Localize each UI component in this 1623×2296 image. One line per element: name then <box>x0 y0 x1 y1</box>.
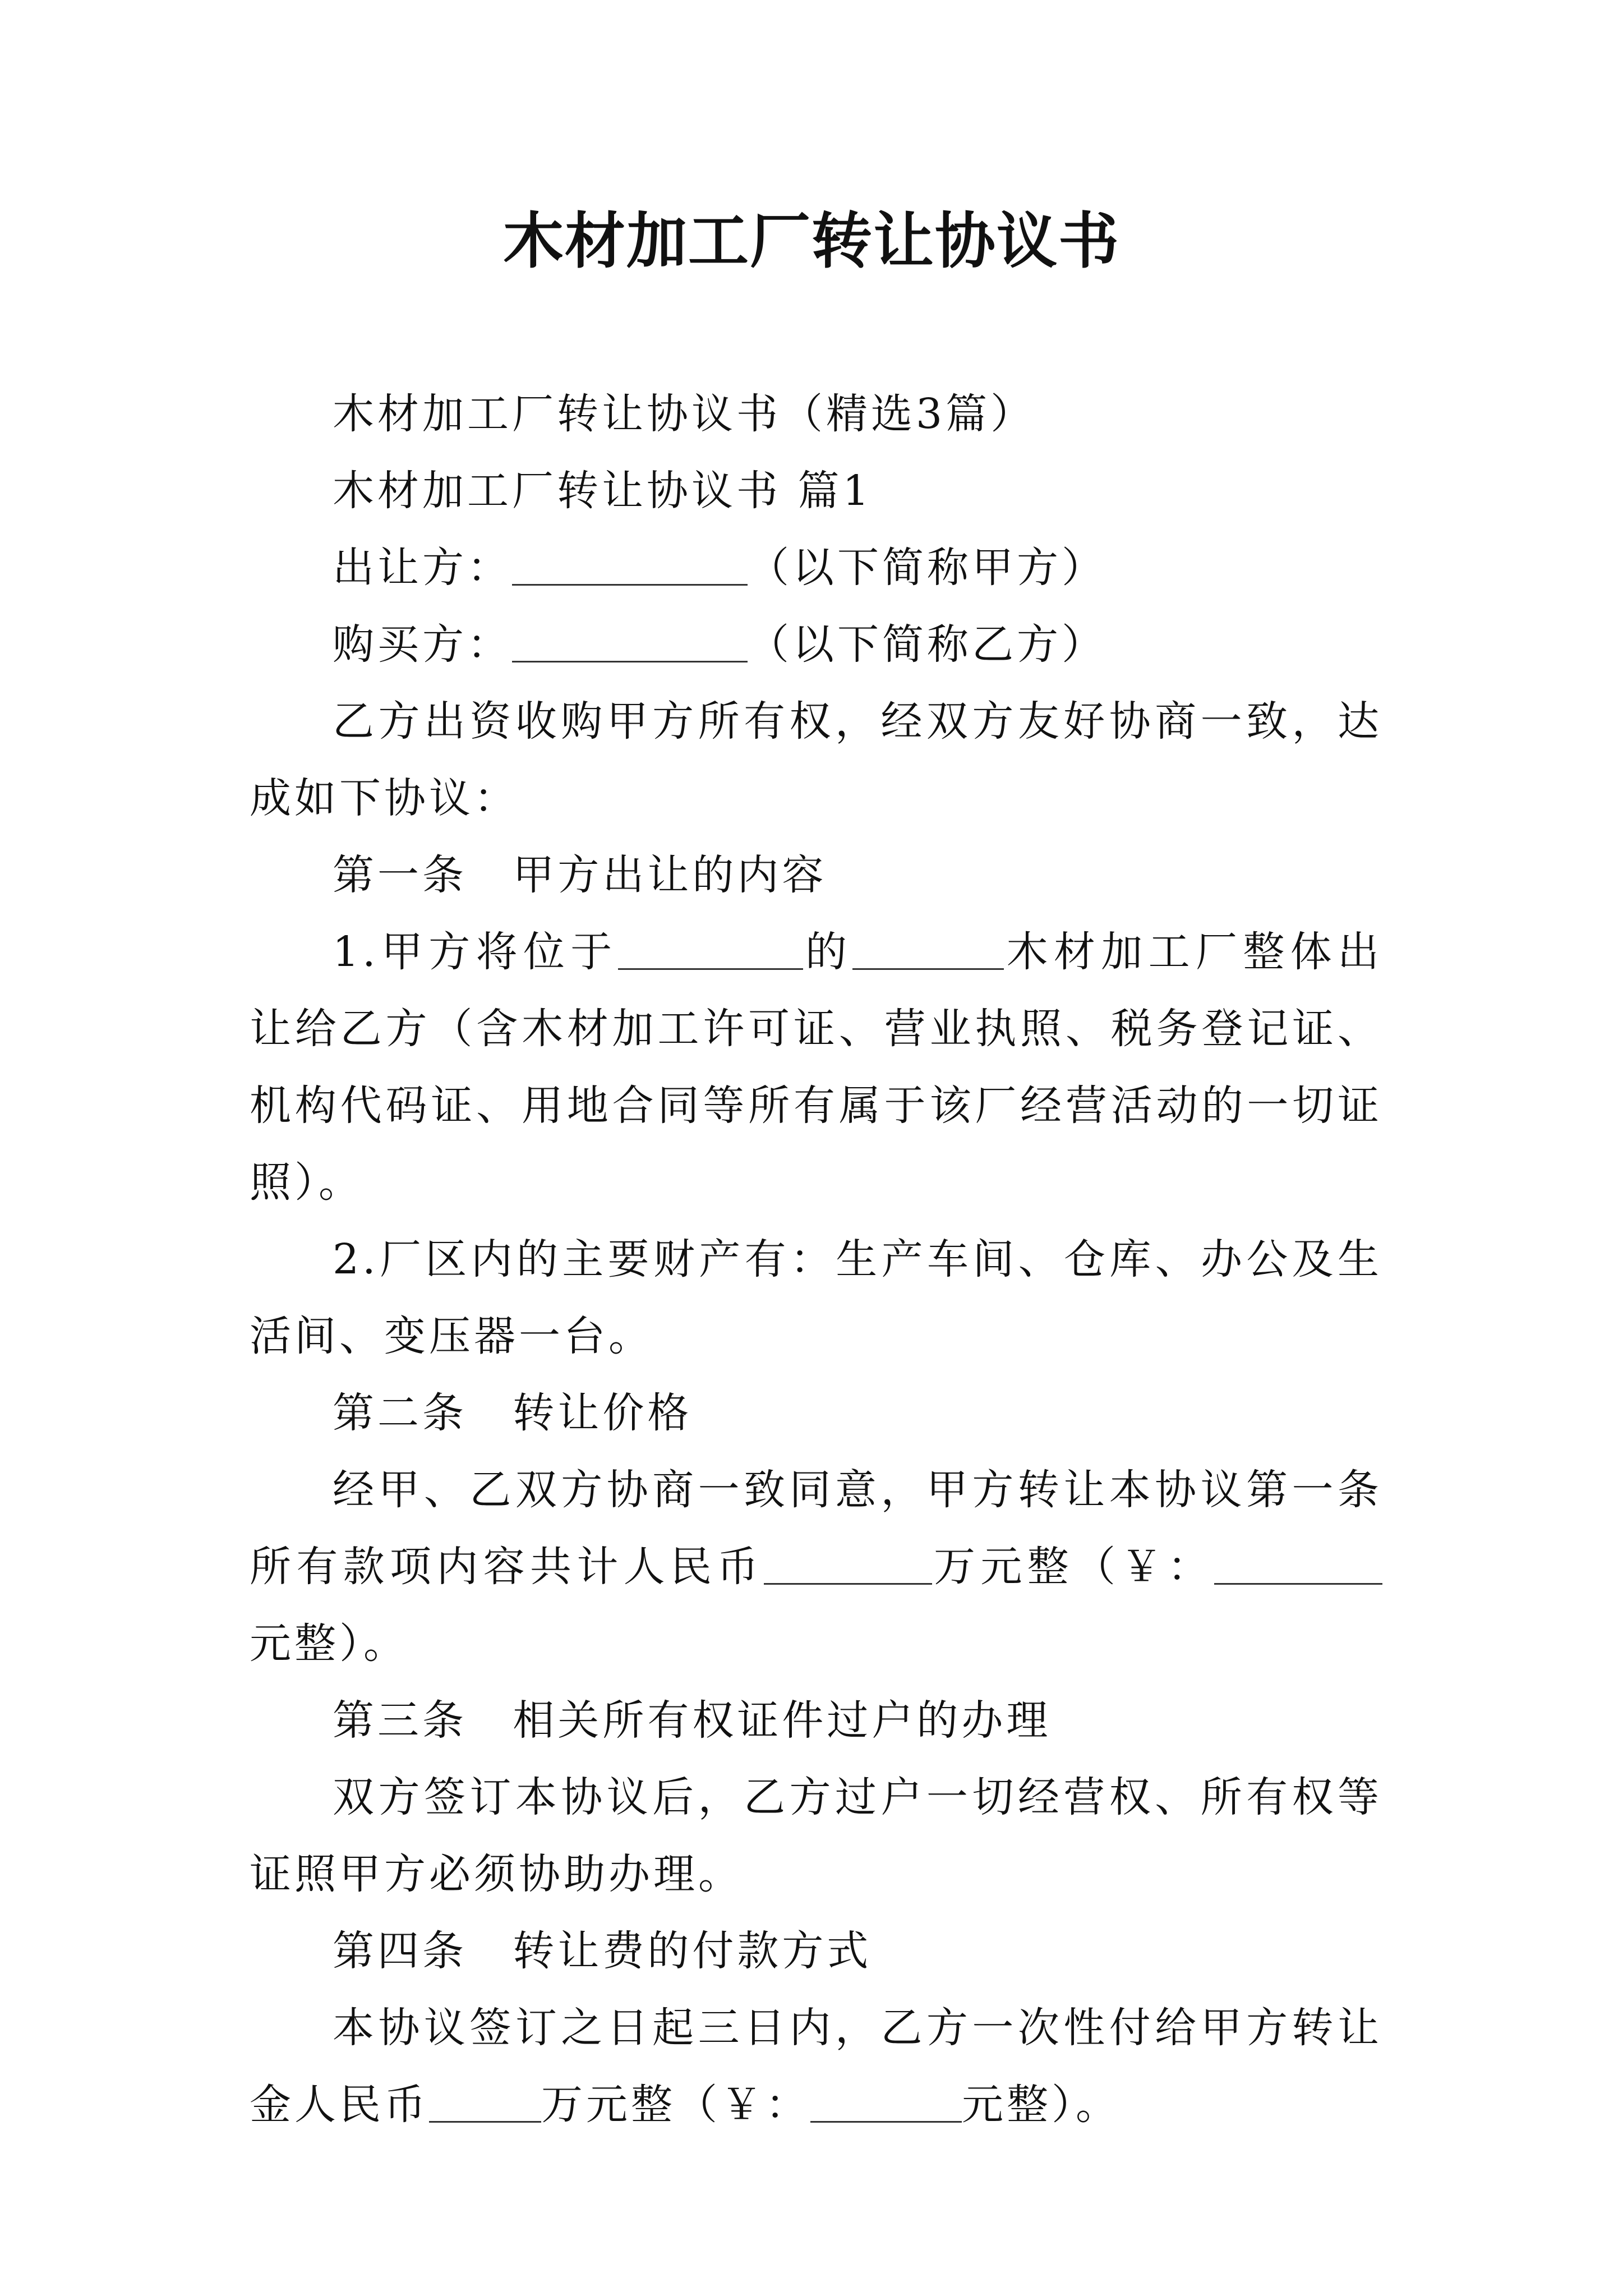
article2-text-c: 元整）。 <box>250 1619 408 1668</box>
article2-number: 第二条 <box>333 1389 467 1437</box>
article3-number: 第三条 <box>333 1696 467 1745</box>
seller-blank <box>512 545 748 586</box>
article4-text-b: 万元整（￥： <box>541 2081 810 2129</box>
document-title: 木材加工厂转让协议书 <box>502 206 1120 277</box>
subtitle: 木材加工厂转让协议书（精选3篇） <box>333 390 1036 438</box>
article4-title: 转让费的付款方式 <box>513 1927 872 1975</box>
location-blank <box>618 929 803 970</box>
article4-heading <box>250 1913 1382 1990</box>
article2-text-b: 万元整（￥： <box>932 1543 1215 1591</box>
factory-name-blank <box>852 929 1004 970</box>
seller-line <box>250 530 1382 606</box>
article4-text <box>250 1990 1382 2143</box>
article2-text <box>250 1452 1382 1682</box>
article1-number: 第一条 <box>333 851 467 899</box>
buyer-suffix: （以下简称乙方） <box>748 620 1106 669</box>
payment-yuan-blank <box>810 2082 962 2123</box>
article4-text-c: 元整）。 <box>962 2081 1121 2129</box>
article1-item1-text-b: 的 <box>803 928 853 976</box>
buyer-label: 购买方： <box>333 620 512 669</box>
article1-item1-text-c: 木材加工厂整体出让给乙方（含木材加工许可证、营业执照、税务登记证、机构代码证、用地合同等所有属于该厂经营活动的一切证照）。 <box>250 928 1383 1207</box>
article2-title: 转让价格 <box>513 1389 693 1437</box>
part-heading: 木材加工厂转让协议书 篇1 <box>333 467 873 515</box>
buyer-line <box>250 606 1382 683</box>
document-body <box>250 376 1382 2143</box>
article4-text-a: 本协议签订之日起三日内，乙方一次性付给甲方转让金人民币 <box>250 2004 1382 2129</box>
article2-text-a: 经甲、乙双方协商一致同意，甲方转让本协议第一条所有款项内容共计人民币 <box>250 1466 1382 1591</box>
price-yuan-blank <box>1214 1544 1382 1585</box>
price-wan-blank <box>764 1544 932 1585</box>
article1-item2: 2.厂区内的主要财产有：生产车间、仓库、办公及生活间、变压器一台。 <box>250 1235 1382 1360</box>
article4-number: 第四条 <box>333 1927 467 1975</box>
article1-heading <box>250 837 1382 914</box>
article1-item1-text-a: 1.甲方将位于 <box>333 928 618 976</box>
article3-heading <box>250 1682 1382 1759</box>
intro-paragraph: 乙方出资收购甲方所有权，经双方友好协商一致，达成如下协议： <box>250 697 1382 822</box>
article1-title: 甲方出让的内容 <box>513 851 827 899</box>
seller-suffix: （以下简称甲方） <box>748 544 1106 592</box>
article2-heading <box>250 1375 1382 1452</box>
article1-item1 <box>250 914 1382 1221</box>
article3-title: 相关所有权证件过户的办理 <box>513 1696 1052 1745</box>
seller-label: 出让方： <box>333 544 512 592</box>
buyer-blank <box>512 622 748 662</box>
article3-text: 双方签订本协议后，乙方过户一切经营权、所有权等证照甲方必须协助办理。 <box>250 1773 1382 1898</box>
payment-wan-blank <box>429 2082 541 2123</box>
